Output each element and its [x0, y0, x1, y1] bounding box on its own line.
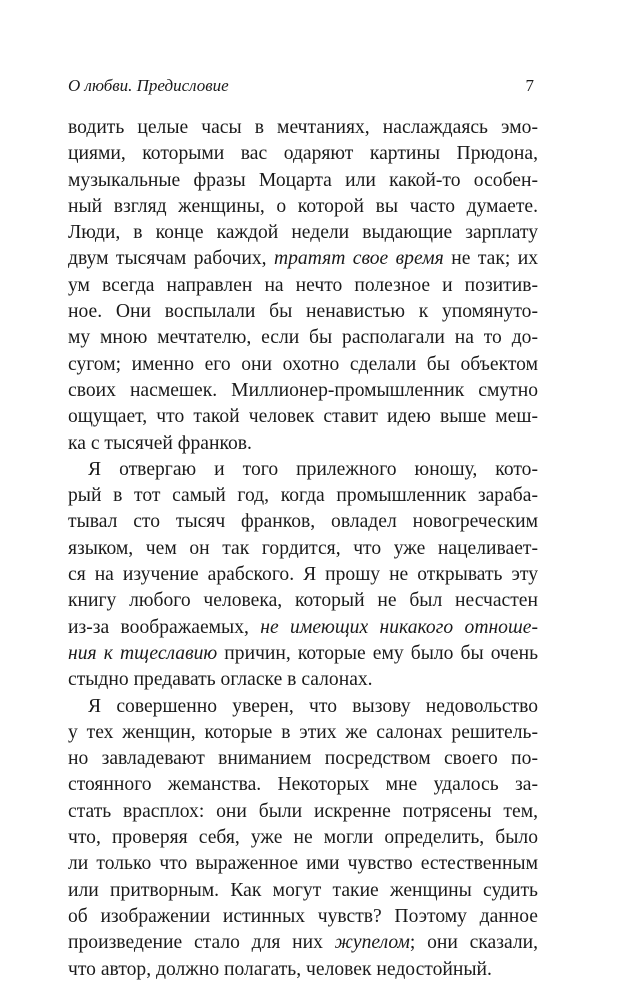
- text-line: [68, 246, 538, 272]
- running-header: [68, 76, 538, 104]
- text-run: тывал сто тысяч франков, овладел новогреческим: [68, 511, 538, 533]
- text-line: [68, 957, 538, 983]
- text-run: ный взгляд женщины, о которой вы часто думаете.: [68, 195, 538, 217]
- text-line: [68, 273, 538, 299]
- italic-text: тратят свое время: [273, 248, 444, 270]
- italic-text: не имеющих никакого отноше-: [260, 616, 538, 638]
- text-run: что автор, должно полагать, человек недостойный.: [68, 958, 492, 980]
- text-run: языком, чем он так гордится, что уже нацеливает-: [68, 537, 538, 559]
- text-run: двум тысячам рабочих,: [68, 248, 274, 270]
- text-line: [68, 825, 538, 851]
- text-line: [68, 378, 538, 404]
- text-run: му мною мечтателю, если бы располагали на то до-: [68, 327, 538, 349]
- text-line: [68, 194, 538, 220]
- text-line: [68, 772, 538, 798]
- text-line: [68, 720, 538, 746]
- text-run: ное. Они воспылали бы ненавистью к упомянуто-: [68, 301, 538, 323]
- text-run: что, проверяя себя, уже не могли определить, было: [68, 827, 538, 849]
- text-line: [68, 641, 538, 667]
- text-run: Я отвергаю и того прилежного юношу, кото-: [88, 458, 538, 480]
- text-line: [68, 325, 538, 351]
- text-line: [68, 851, 538, 877]
- book-page: [68, 76, 538, 983]
- text-line: [68, 404, 538, 430]
- text-line: [68, 115, 538, 141]
- text-run: ка с тысячей франков.: [68, 432, 252, 454]
- text-line: [68, 431, 538, 457]
- text-line: [68, 615, 538, 641]
- text-run: об изображении истинных чувств? Поэтому данное: [68, 905, 538, 927]
- text-run: у тех женщин, которые в этих же салонах решитель-: [68, 721, 538, 743]
- text-run: Люди, в конце каждой недели выдающие зарплату: [68, 222, 538, 244]
- text-line: [68, 904, 538, 930]
- text-run: не так; их: [443, 248, 539, 270]
- text-run: Я совершенно уверен, что вызову недовольство: [88, 695, 538, 717]
- text-line: [68, 930, 538, 956]
- text-run: циями, которыми вас одаряют картины Прюдона,: [68, 143, 538, 165]
- text-run: ли только что выраженное ими чувство естественным: [68, 853, 538, 875]
- text-line: [68, 799, 538, 825]
- text-run: ся на изучение арабского. Я прошу не открывать эту: [68, 564, 538, 586]
- text-run: причин, которые ему было бы очень: [217, 642, 538, 664]
- text-run: своих насмешек. Миллионер-промышленник смутно: [68, 379, 538, 401]
- text-line: [68, 694, 538, 720]
- text-line: [68, 588, 538, 614]
- italic-text: жупелом: [334, 932, 410, 954]
- text-run: книгу любого человека, который не был несчастен: [68, 590, 538, 612]
- text-run: сугом; именно его они охотно сделали бы объектом: [68, 353, 538, 375]
- text-line: [68, 352, 538, 378]
- text-run: произведение стало для них: [68, 932, 335, 954]
- text-line: [68, 299, 538, 325]
- text-line: [68, 667, 538, 693]
- italic-text: ния к тщеславию: [68, 642, 218, 664]
- text-line: [68, 141, 538, 167]
- text-run: ; они сказали,: [409, 932, 538, 954]
- text-line: [68, 536, 538, 562]
- running-title: О любви. Предисловие: [68, 76, 229, 95]
- text-run: или притворным. Как могут такие женщины судить: [68, 879, 538, 901]
- text-run: ощущает, что такой человек ставит идею выше меш-: [68, 406, 538, 428]
- text-line: [68, 746, 538, 772]
- text-line: [68, 457, 538, 483]
- text-run: водить целые часы в мечтаниях, наслаждаясь эмо-: [68, 117, 538, 138]
- text-run: стыдно предавать огласке в салонах.: [68, 669, 373, 691]
- text-run: ум всегда направлен на нечто полезное и позитив-: [68, 274, 538, 296]
- text-line: [68, 483, 538, 509]
- text-line: [68, 220, 538, 246]
- text-line: [68, 878, 538, 904]
- text-line: [68, 562, 538, 588]
- text-line: [68, 509, 538, 535]
- page-number: 7: [525, 76, 534, 95]
- text-run: стоянного жеманства. Некоторых мне удалось за-: [68, 774, 538, 796]
- text-line: [68, 168, 538, 194]
- text-run: музыкальные фразы Моцарта или какой-то особен-: [68, 169, 538, 191]
- text-run: стать врасплох: они были искренне потрясены тем,: [68, 800, 538, 822]
- text-run: но завладевают вниманием посредством своего по-: [68, 748, 538, 770]
- body-text: [68, 115, 538, 983]
- text-run: рый в тот самый год, когда промышленник зараба-: [68, 485, 538, 507]
- text-run: из-за воображаемых,: [68, 616, 261, 638]
